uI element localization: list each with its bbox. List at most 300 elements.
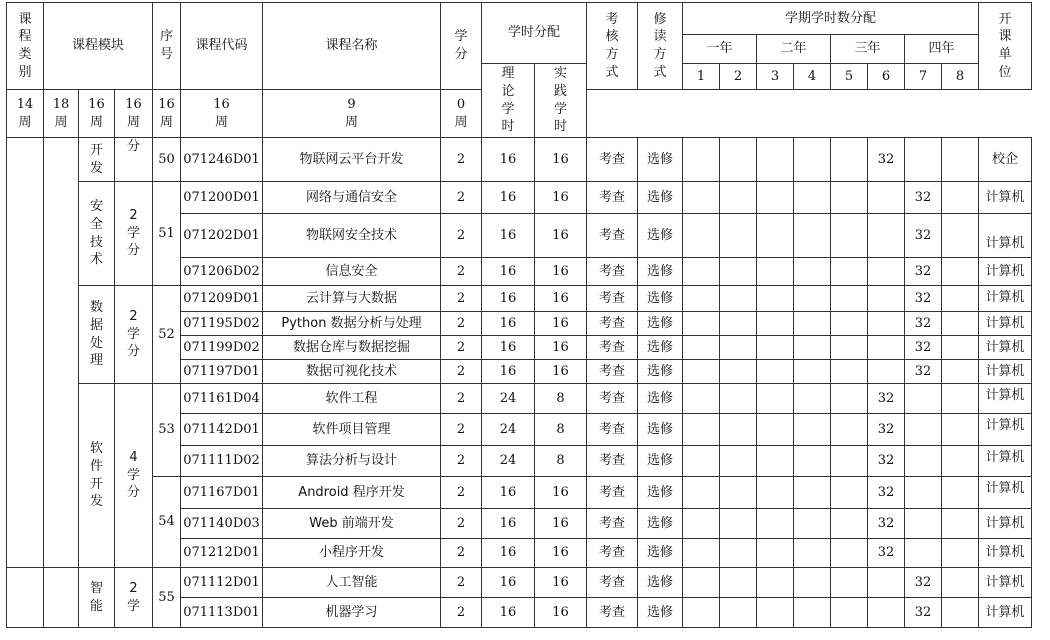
course-code: 071161D04 [181,384,263,414]
semester-hours-2 [720,539,757,568]
semester-hours-4 [794,286,831,312]
semester-hours-7: 32 [905,214,942,258]
year-header: 二年 [757,35,831,64]
module-credit-data: 2 学 分 [115,286,153,384]
course-code: 071140D03 [181,509,263,539]
course-code: 071200D01 [181,182,263,214]
assessment-method: 考查 [587,509,638,539]
course-name: 云计算与大数据 [263,286,441,312]
study-mode: 选修 [638,414,683,446]
course-name: Android 程序开发 [263,477,441,509]
weeks-header: 9 周 [263,90,441,138]
table-row [7,286,1032,312]
course-code: 071111D02 [181,446,263,477]
semester-hours-8 [942,598,979,628]
theory-hours: 24 [482,384,535,414]
semester-hours-1 [683,509,720,539]
header-credits [441,3,482,90]
semester-hours-7: 32 [905,360,942,384]
semester-hours-8 [942,509,979,539]
semester-hours-2 [720,336,757,360]
study-mode: 选修 [638,509,683,539]
semester-header: 4 [794,64,831,90]
course-credit: 2 [441,138,482,182]
semester-hours-7: 32 [905,568,942,598]
semester-hours-5 [831,384,868,414]
course-name: Web 前端开发 [263,509,441,539]
header-seq-text: 序 号 [159,29,173,62]
practice-hours: 16 [535,214,587,258]
header-assessment-text: 考 核 方 式 [605,11,619,80]
semester-hours-3 [757,286,794,312]
semester-hours-7: 32 [905,312,942,336]
offering-unit: 计算机 [979,539,1032,568]
semester-hours-5 [831,414,868,446]
semester-hours-8 [942,414,979,446]
offering-unit: 计算机 [979,477,1032,509]
offering-unit: 计算机 [979,312,1032,336]
semester-hours-6 [868,312,905,336]
course-code: 071206D02 [181,258,263,286]
course-code: 071167D01 [181,477,263,509]
semester-hours-4 [794,568,831,598]
study-mode: 选修 [638,477,683,509]
course-name: 数据可视化技术 [263,360,441,384]
theory-hours: 16 [482,568,535,598]
semester-hours-7 [905,138,942,182]
practice-hours: 16 [535,138,587,182]
module-name-data: 数 据 处 理 [79,286,115,384]
offering-unit: 计算机 [979,336,1032,360]
theory-hours: 16 [482,598,535,628]
semester-hours-6: 32 [868,384,905,414]
semester-hours-3 [757,138,794,182]
table-row [7,182,1032,214]
semester-hours-5 [831,509,868,539]
semester-hours-3 [757,539,794,568]
assessment-method: 考查 [587,182,638,214]
curriculum-table [6,2,1032,628]
semester-hours-4 [794,477,831,509]
practice-hours: 16 [535,360,587,384]
course-credit: 2 [441,214,482,258]
semester-header: 8 [942,64,979,90]
semester-hours-5 [831,598,868,628]
table-row [7,477,1032,509]
assessment-method: 考查 [587,384,638,414]
course-name: 信息安全 [263,258,441,286]
assessment-method: 考查 [587,312,638,336]
semester-hours-4 [794,598,831,628]
seq-cell: 54 [153,477,181,568]
semester-hours-3 [757,414,794,446]
semester-hours-6 [868,214,905,258]
semester-hours-1 [683,182,720,214]
course-code: 071202D01 [181,214,263,258]
header-category [7,3,44,90]
header-code-text: 课程代码 [195,38,248,54]
module-name-ai: 智 能 [79,568,115,628]
study-mode: 选修 [638,312,683,336]
header-name [263,3,441,90]
weeks-header: 16 周 [181,90,263,138]
semester-hours-1 [683,446,720,477]
semester-hours-6: 32 [868,138,905,182]
semester-hours-4 [794,446,831,477]
course-name: 物联网安全技术 [263,214,441,258]
header-code [181,3,263,90]
assessment-method: 考查 [587,414,638,446]
semester-hours-7: 32 [905,336,942,360]
assessment-method: 考查 [587,477,638,509]
semester-hours-4 [794,258,831,286]
assessment-method: 考查 [587,286,638,312]
practice-hours: 8 [535,384,587,414]
course-credit: 2 [441,477,482,509]
practice-hours: 16 [535,258,587,286]
semester-header: 1 [683,64,720,90]
semester-hours-6: 32 [868,414,905,446]
semester-hours-5 [831,539,868,568]
practice-hours: 16 [535,477,587,509]
header-hours-dist-text: 学时分配 [507,25,560,41]
course-credit: 2 [441,539,482,568]
theory-hours: 24 [482,414,535,446]
semester-hours-8 [942,336,979,360]
semester-hours-5 [831,258,868,286]
theory-hours: 16 [482,312,535,336]
practice-hours: 16 [535,539,587,568]
semester-hours-1 [683,598,720,628]
course-credit: 2 [441,360,482,384]
semester-hours-7 [905,446,942,477]
offering-unit: 计算机 [979,568,1032,598]
assessment-method: 考查 [587,598,638,628]
theory-hours: 16 [482,360,535,384]
theory-hours: 16 [482,214,535,258]
semester-hours-5 [831,182,868,214]
course-credit: 2 [441,384,482,414]
semester-hours-2 [720,312,757,336]
study-mode: 选修 [638,360,683,384]
header-semester-dist [683,3,979,35]
semester-hours-1 [683,312,720,336]
semester-hours-2 [720,182,757,214]
semester-hours-8 [942,360,979,384]
semester-hours-5 [831,138,868,182]
course-credit: 2 [441,414,482,446]
study-mode: 选修 [638,568,683,598]
semester-hours-5 [831,446,868,477]
semester-header: 6 [868,64,905,90]
category-cell [7,138,44,568]
semester-header: 2 [720,64,757,90]
practice-hours: 16 [535,509,587,539]
theory-hours: 24 [482,446,535,477]
weeks-header: 14 周 [7,90,44,138]
module-name-security: 安 全 技 术 [79,182,115,286]
semester-hours-8 [942,384,979,414]
assessment-method: 考查 [587,258,638,286]
semester-hours-8 [942,286,979,312]
course-code: 071209D01 [181,286,263,312]
semester-hours-8 [942,214,979,258]
offering-unit: 计算机 [979,182,1032,214]
semester-hours-4 [794,336,831,360]
semester-hours-4 [794,384,831,414]
semester-hours-3 [757,258,794,286]
practice-hours: 16 [535,312,587,336]
year-header: 四年 [905,35,979,64]
semester-hours-7: 32 [905,258,942,286]
semester-hours-4 [794,360,831,384]
module-name-dev: 开 发 [79,138,115,182]
header-module-text: 课程模块 [71,38,124,54]
semester-hours-2 [720,414,757,446]
semester-hours-6: 32 [868,477,905,509]
assessment-method: 考查 [587,336,638,360]
semester-hours-3 [757,312,794,336]
practice-hours: 16 [535,568,587,598]
course-credit: 2 [441,568,482,598]
semester-hours-3 [757,214,794,258]
course-credit: 2 [441,446,482,477]
semester-hours-5 [831,214,868,258]
sub-category-cell [44,568,79,628]
course-credit: 2 [441,509,482,539]
course-name: 人工智能 [263,568,441,598]
semester-hours-6 [868,182,905,214]
course-code: 071113D01 [181,598,263,628]
study-mode: 选修 [638,182,683,214]
semester-hours-3 [757,360,794,384]
header-assessment [587,3,638,90]
header-practice [535,64,587,138]
header-hours-dist [482,3,587,64]
theory-hours: 16 [482,286,535,312]
header-study-mode [638,3,683,90]
semester-hours-5 [831,312,868,336]
course-code: 071197D01 [181,360,263,384]
semester-hours-8 [942,182,979,214]
theory-hours: 16 [482,509,535,539]
semester-hours-6 [868,598,905,628]
offering-unit: 计算机 [979,414,1032,446]
module-credit-dev: 分 [115,138,153,182]
offering-unit: 校企 [979,138,1032,182]
assessment-method: 考查 [587,539,638,568]
semester-hours-1 [683,214,720,258]
course-name: 机器学习 [263,598,441,628]
course-credit: 2 [441,598,482,628]
semester-hours-1 [683,286,720,312]
offering-unit: 计算机 [979,214,1032,258]
course-code: 071246D01 [181,138,263,182]
study-mode: 选修 [638,286,683,312]
offering-unit: 计算机 [979,509,1032,539]
semester-hours-2 [720,360,757,384]
weeks-header: 18 周 [44,90,79,138]
semester-hours-6: 32 [868,539,905,568]
semester-hours-6 [868,360,905,384]
offering-unit: 计算机 [979,384,1032,414]
course-code: 071112D01 [181,568,263,598]
semester-hours-1 [683,477,720,509]
semester-hours-1 [683,384,720,414]
practice-hours: 16 [535,286,587,312]
semester-hours-4 [794,182,831,214]
offering-unit: 计算机 [979,598,1032,628]
semester-hours-5 [831,360,868,384]
semester-hours-3 [757,336,794,360]
semester-hours-2 [720,384,757,414]
course-credit: 2 [441,312,482,336]
semester-hours-7 [905,509,942,539]
offering-unit: 计算机 [979,446,1032,477]
category-cell [7,568,44,628]
semester-hours-2 [720,509,757,539]
semester-hours-3 [757,477,794,509]
study-mode: 选修 [638,336,683,360]
course-code: 071195D02 [181,312,263,336]
course-credit: 2 [441,286,482,312]
semester-hours-8 [942,568,979,598]
semester-hours-3 [757,182,794,214]
course-credit: 2 [441,258,482,286]
semester-hours-7 [905,414,942,446]
semester-hours-3 [757,509,794,539]
course-name: 小程序开发 [263,539,441,568]
year-header: 三年 [831,35,905,64]
course-name: 网络与通信安全 [263,182,441,214]
theory-hours: 16 [482,336,535,360]
semester-hours-3 [757,446,794,477]
study-mode: 选修 [638,214,683,258]
semester-hours-5 [831,336,868,360]
header-unit-text: 开 课 单 位 [998,11,1012,80]
theory-hours: 16 [482,477,535,509]
practice-hours: 16 [535,336,587,360]
course-name: 软件项目管理 [263,414,441,446]
header-theory-text: 理 论 学 时 [501,66,515,135]
semester-hours-5 [831,477,868,509]
course-name: 数据仓库与数据挖掘 [263,336,441,360]
header-theory [482,64,535,138]
semester-hours-3 [757,598,794,628]
offering-unit: 计算机 [979,360,1032,384]
seq-cell: 53 [153,384,181,477]
semester-hours-5 [831,286,868,312]
semester-hours-3 [757,568,794,598]
sub-category-cell [44,138,79,568]
seq-cell: 52 [153,286,181,384]
semester-hours-4 [794,312,831,336]
study-mode: 选修 [638,539,683,568]
course-code: 071212D01 [181,539,263,568]
semester-hours-1 [683,258,720,286]
header-name-text: 课程名称 [325,38,378,54]
semester-hours-4 [794,414,831,446]
semester-hours-1 [683,568,720,598]
course-name: 物联网云平台开发 [263,138,441,182]
year-header: 一年 [683,35,757,64]
course-credit: 2 [441,336,482,360]
header-practice-text: 实 践 学 时 [553,66,567,135]
table-row [7,384,1032,414]
semester-hours-4 [794,214,831,258]
semester-hours-4 [794,509,831,539]
semester-hours-8 [942,539,979,568]
theory-hours: 16 [482,138,535,182]
assessment-method: 考查 [587,214,638,258]
semester-hours-8 [942,258,979,286]
semester-hours-6 [868,568,905,598]
course-credit: 2 [441,182,482,214]
offering-unit: 计算机 [979,286,1032,312]
assessment-method: 考查 [587,568,638,598]
semester-hours-7: 32 [905,598,942,628]
semester-hours-1 [683,138,720,182]
module-credit-software: 4 学 分 [115,384,153,568]
semester-hours-2 [720,258,757,286]
semester-header: 3 [757,64,794,90]
theory-hours: 16 [482,182,535,214]
assessment-method: 考查 [587,138,638,182]
course-name: Python 数据分析与处理 [263,312,441,336]
seq-cell: 50 [153,138,181,182]
study-mode: 选修 [638,446,683,477]
study-mode: 选修 [638,258,683,286]
semester-hours-1 [683,414,720,446]
semester-hours-5 [831,568,868,598]
semester-hours-3 [757,384,794,414]
semester-hours-7 [905,384,942,414]
study-mode: 选修 [638,384,683,414]
semester-hours-7: 32 [905,182,942,214]
semester-hours-1 [683,360,720,384]
semester-hours-8 [942,312,979,336]
semester-hours-6 [868,286,905,312]
course-code: 071199D02 [181,336,263,360]
assessment-method: 考查 [587,360,638,384]
semester-hours-8 [942,477,979,509]
weeks-header: 16 周 [115,90,153,138]
weeks-header: 16 周 [153,90,181,138]
semester-hours-4 [794,539,831,568]
theory-hours: 16 [482,539,535,568]
semester-hours-2 [720,598,757,628]
semester-hours-6: 32 [868,446,905,477]
semester-hours-6 [868,336,905,360]
semester-hours-2 [720,138,757,182]
seq-cell: 55 [153,568,181,628]
semester-hours-8 [942,138,979,182]
header-credits-text: 学 分 [454,29,468,62]
header-study-mode-text: 修 读 方 式 [653,11,667,80]
semester-hours-6: 32 [868,509,905,539]
header-unit [979,3,1032,90]
semester-hours-7: 32 [905,286,942,312]
offering-unit: 计算机 [979,258,1032,286]
study-mode: 选修 [638,138,683,182]
semester-hours-1 [683,539,720,568]
assessment-method: 考查 [587,446,638,477]
table-row [7,138,1032,182]
semester-hours-6 [868,258,905,286]
semester-hours-2 [720,477,757,509]
semester-hours-1 [683,336,720,360]
semester-hours-2 [720,214,757,258]
